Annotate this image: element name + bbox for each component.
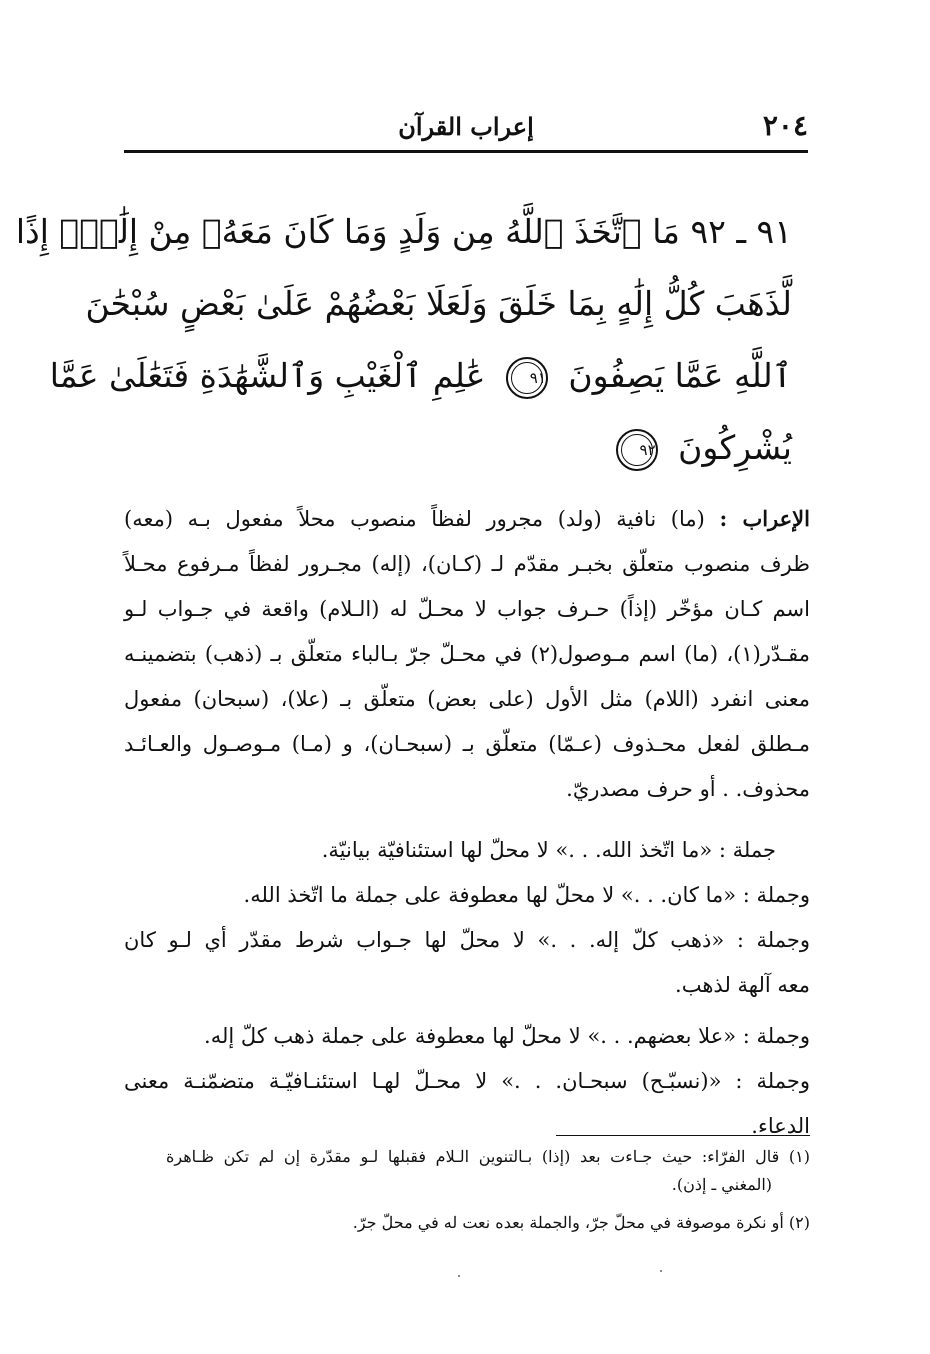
verse-line [180, 412, 792, 484]
irab-paragraph [124, 496, 810, 812]
irab-line: مـطلق لفعل محـذوف (عـمّا) متعلّق بـ (سبحـان)، و (مـا) مـوصـول والعـائـد [124, 732, 810, 756]
ayah-end-marker-92: ٩٢ [616, 429, 658, 471]
sentence-line: وجملة : «(نسبّـح) سبحـان. . .» لا محـلّ لهـا استئنـافيّـة متضمّنـة معنى [124, 1069, 810, 1093]
irab-text: (ما) نافية (ولد) مجرور لفظاً منصوب محلاً مفعول بـه (معه) [124, 507, 705, 531]
verse-segment: يُشْرِكُونَ [678, 428, 792, 467]
verse-segment: ٱللَّهِ عَمَّا يَصِفُونَ [568, 356, 792, 395]
running-title: إعراب القرآن [398, 112, 534, 141]
verse-line [49, 340, 792, 412]
footnote-1-continuation: (المغني ـ إذن). [671, 1175, 772, 1194]
ayah-end-marker-91: ٩١ [506, 357, 548, 399]
verse-line: ٩١ ـ ٩٢ مَا ٱتَّخَذَ ٱللَّهُ مِن وَلَدٍ وَمَا كَانَ مَعَهُۥ مِنْ إِلَٰهٍۚ إِذًا [15, 212, 792, 251]
sentence-line: جملة : «ما اتّخذ الله. . .» لا محلّ لها استئنافيّة بيانيّة. [321, 838, 776, 862]
page-number: ٢٠٤ [762, 109, 808, 142]
sentence-line: وجملة : «ذهب كلّ إله. . .» لا محلّ لها جـواب شرط مقدّر أي لـو كان [124, 928, 810, 952]
irab-label: الإعراب : [719, 506, 810, 531]
footnote-2: (٢) أو نكرة موصوفة في محلّ جرّ، والجملة بعده نعت له في محلّ جرّ. [352, 1213, 810, 1232]
irab-line: مقـدّر(١)، (ما) اسم مـوصول(٢) في محـلّ جرّ بـالباء متعلّق بـ (ذهب) بتضمينـه [124, 642, 810, 666]
irab-line [124, 496, 810, 542]
irab-line: معنى انفرد (اللام) مثل الأول (على بعض) متعلّق بـ (علا)، (سبحان) مفعول [124, 687, 810, 711]
footnote-rule [556, 1135, 810, 1136]
quran-verses [15, 196, 792, 484]
sentence-line: وجملة : «علا بعضهم. . .» لا محلّ لها معطوفة على جملة ذهب كلّ إله. [204, 1024, 810, 1048]
sentence-analysis [124, 824, 810, 1149]
page-header [124, 104, 808, 148]
irab-line: محذوف. . أو حرف مصدريّ. [566, 777, 810, 801]
sentence-line: معه آلهة لذهب. [675, 973, 810, 997]
verse-segment: عَٰلِمِ ٱلْغَيْبِ وَٱلشَّهَٰدَةِ فَتَعَٰلَىٰ عَمَّا [49, 356, 486, 395]
scan-speck [660, 1270, 662, 1272]
sentence-line: وجملة : «ما كان. . .» لا محلّ لها معطوفة على جملة ما اتّخذ الله. [243, 883, 810, 907]
verse-line: لَّذَهَبَ كُلُّ إِلَٰهٍ بِمَا خَلَقَ وَلَعَلَا بَعْضُهُمْ عَلَىٰ بَعْضٍ سُبْحَٰنَ [85, 284, 792, 323]
header-rule [124, 150, 808, 153]
footnote-1: (١) قال الفرّاء: حيث جـاءت بعد (إذا) بـالتنوين الـلام فقبلها لـو مقدّرة إن لم تكن ظـاهرة [166, 1147, 810, 1166]
footnotes [166, 1143, 810, 1237]
irab-line: ظرف منصوب متعلّق بخبـر مقدّم لـ (كـان)، (إله) مجـرور لفظاً مـرفوع محـلاً [124, 552, 810, 576]
sentence-line: الدعاء. [751, 1114, 810, 1138]
scan-speck [458, 1275, 460, 1277]
irab-line: اسم كـان مؤخّر (إذاً) حـرف جواب لا محـلّ له (الـلام) واقعة في جـواب لـو [124, 597, 810, 621]
